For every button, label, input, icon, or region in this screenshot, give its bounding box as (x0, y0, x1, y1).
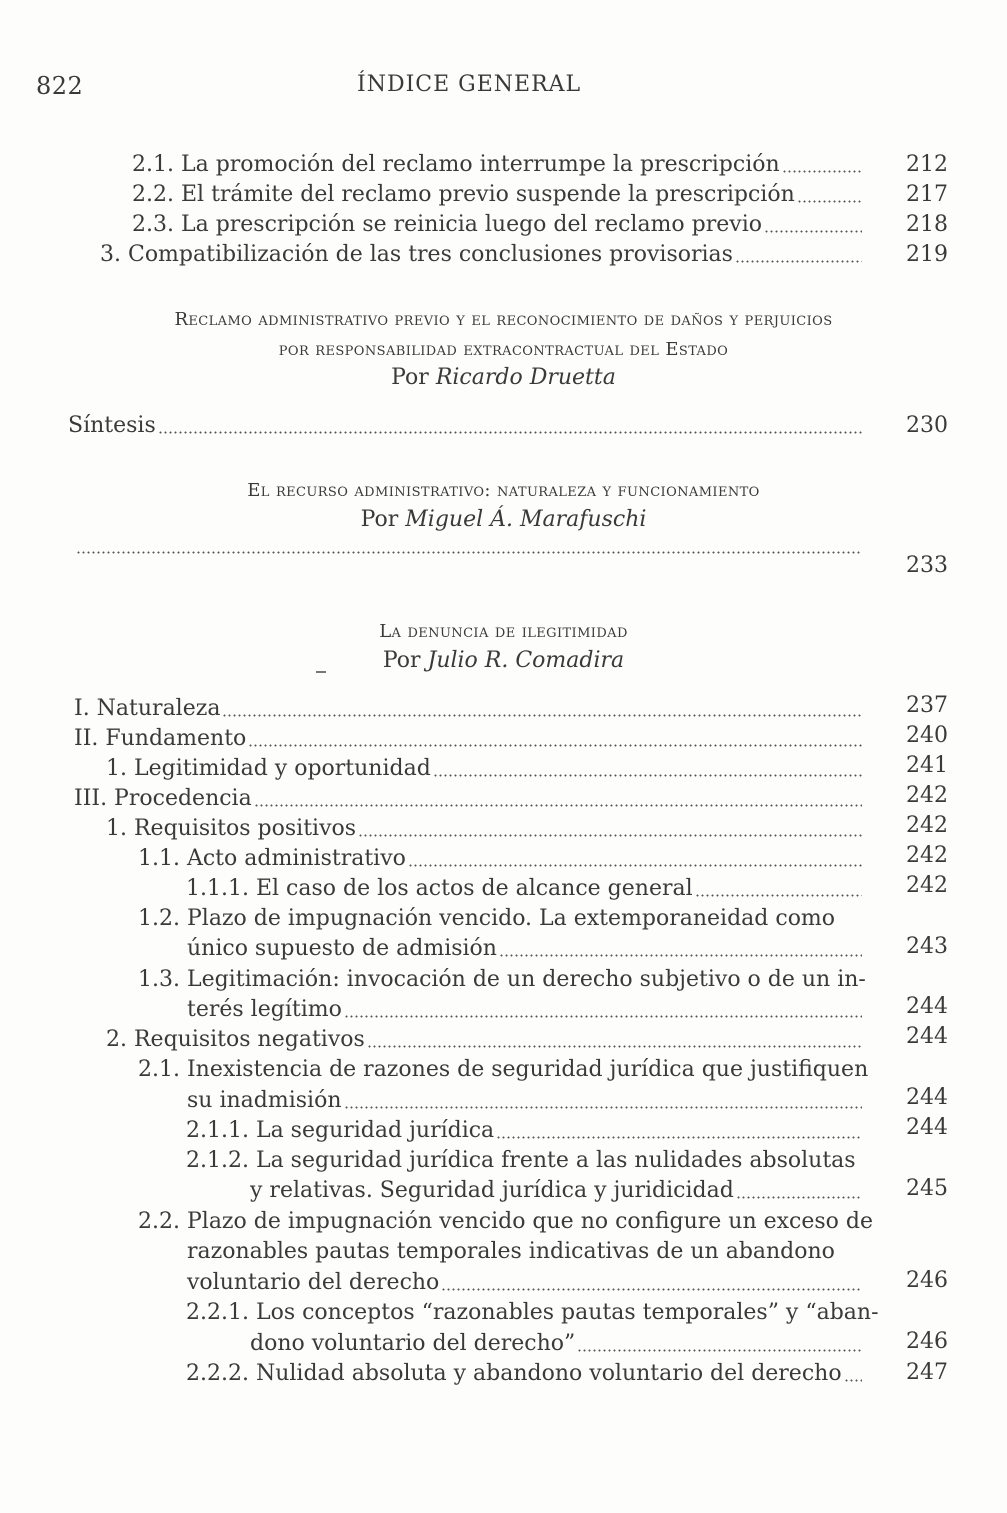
toc-entry-text: razonables pautas temporales indicativas de un abandono (187, 1239, 835, 1264)
toc-entry: 1.1.1. El caso de los actos de alcance general (186, 874, 868, 904)
toc-page-number: 219 (906, 242, 948, 267)
toc-page-number: 246 (906, 1329, 948, 1354)
toc-entry-text: 1.3. Legitimación: invocación de un derecho subjetivo o de un in- (138, 967, 866, 992)
toc-entry: 1.1. Acto administrativo (138, 844, 868, 874)
toc-entry: y relativas. Seguridad jurídica y juridicidad (250, 1176, 868, 1206)
toc-page-number: 244 (906, 1024, 948, 1049)
toc-page-number: 230 (906, 413, 948, 438)
toc-entry: único supuesto de admisión (187, 934, 868, 964)
toc-page-number: 217 (906, 182, 948, 207)
toc-page-number: 242 (906, 783, 948, 808)
page-number: 822 (36, 72, 84, 100)
author-name: Miguel Á. Marafuschi (405, 507, 647, 532)
author-line (0, 506, 1007, 534)
toc-entry: su inadmisión (187, 1086, 868, 1116)
toc-entry: 1. Requisitos positivos (106, 814, 868, 844)
toc-entry-text: 2.1.2. La seguridad jurídica frente a las nulidades absolutas (186, 1148, 856, 1173)
toc-entry: 3. Compatibilización de las tres conclusiones provisorias (100, 240, 868, 270)
toc-page-number: 247 (906, 1360, 948, 1385)
toc-page-number: 244 (906, 1085, 948, 1110)
toc-entry-text: 1.2. Plazo de impugnación vencido. La extemporaneidad como (138, 906, 836, 931)
author-name: Ricardo Druetta (435, 365, 616, 390)
toc-entry: 2.1. La promoción del reclamo interrumpe la prescripción (132, 150, 868, 180)
author-name: Julio R. Comadira (427, 648, 625, 673)
toc-entry: 2.1.1. La seguridad jurídica (186, 1116, 868, 1146)
toc-page-number: 237 (906, 693, 948, 718)
toc-entry: I. Naturaleza (74, 694, 868, 724)
toc-entry: 2.3. La prescripción se reinicia luego del reclamo previo (132, 210, 868, 240)
toc-page-number: 243 (906, 934, 948, 959)
toc-page-number: 244 (906, 1115, 948, 1140)
toc-entry-text: 2.2. Plazo de impugnación vencido que no configure un exceso de (138, 1209, 874, 1234)
author-prefix: Por (391, 365, 429, 390)
toc-page-number: 218 (906, 212, 948, 237)
toc-page-number: 244 (906, 994, 948, 1019)
toc-page-number: 212 (906, 152, 948, 177)
toc-entry: 2. Requisitos negativos (106, 1025, 868, 1055)
section-title: Reclamo administrativo previo y el reconocimiento de daños y perjuicios (174, 309, 833, 330)
running-title: ÍNDICE GENERAL (357, 72, 582, 97)
toc-page-number: 242 (906, 813, 948, 838)
toc-entry: Síntesis (68, 411, 868, 441)
toc-entry: III. Procedencia (74, 784, 868, 814)
toc-page-number: 242 (906, 873, 948, 898)
toc-page-number: 242 (906, 843, 948, 868)
toc-entry: 2.2.2. Nulidad absoluta y abandono voluntario del derecho (186, 1359, 868, 1389)
author-prefix: Por (382, 648, 421, 673)
toc-entry: dono voluntario del derecho” (250, 1329, 868, 1359)
toc-entry: 2.2. El trámite del reclamo previo suspende la prescripción (132, 180, 868, 210)
toc-page-number: 241 (906, 753, 948, 778)
toc-entry: voluntario del derecho (187, 1268, 868, 1298)
toc-entry-text: 2.1. Inexistencia de razones de seguridad jurídica que justifiquen (138, 1057, 869, 1082)
section-title: La denuncia de ilegitimidad (379, 621, 628, 642)
toc-entry: 1. Legitimidad y oportunidad (106, 754, 868, 784)
toc-entry: II. Fundamento (74, 724, 868, 754)
section-title: El recurso administrativo: naturaleza y funcionamiento (247, 480, 760, 501)
author-line (0, 647, 1007, 675)
toc-entry: terés legítimo (187, 995, 868, 1025)
section-title: por responsabilidad extracontractual del Estado (278, 339, 729, 360)
author-prefix: Por (360, 507, 399, 532)
toc-page-number: 245 (906, 1176, 948, 1201)
toc-entry-text: 2.2.1. Los conceptos “razonables pautas temporales” y “aban- (186, 1300, 879, 1325)
toc-page-number: 246 (906, 1268, 948, 1293)
toc-page-number: 233 (906, 553, 948, 578)
toc-page-number: 240 (906, 723, 948, 748)
toc-entry (74, 551, 868, 561)
author-line (0, 364, 1007, 392)
